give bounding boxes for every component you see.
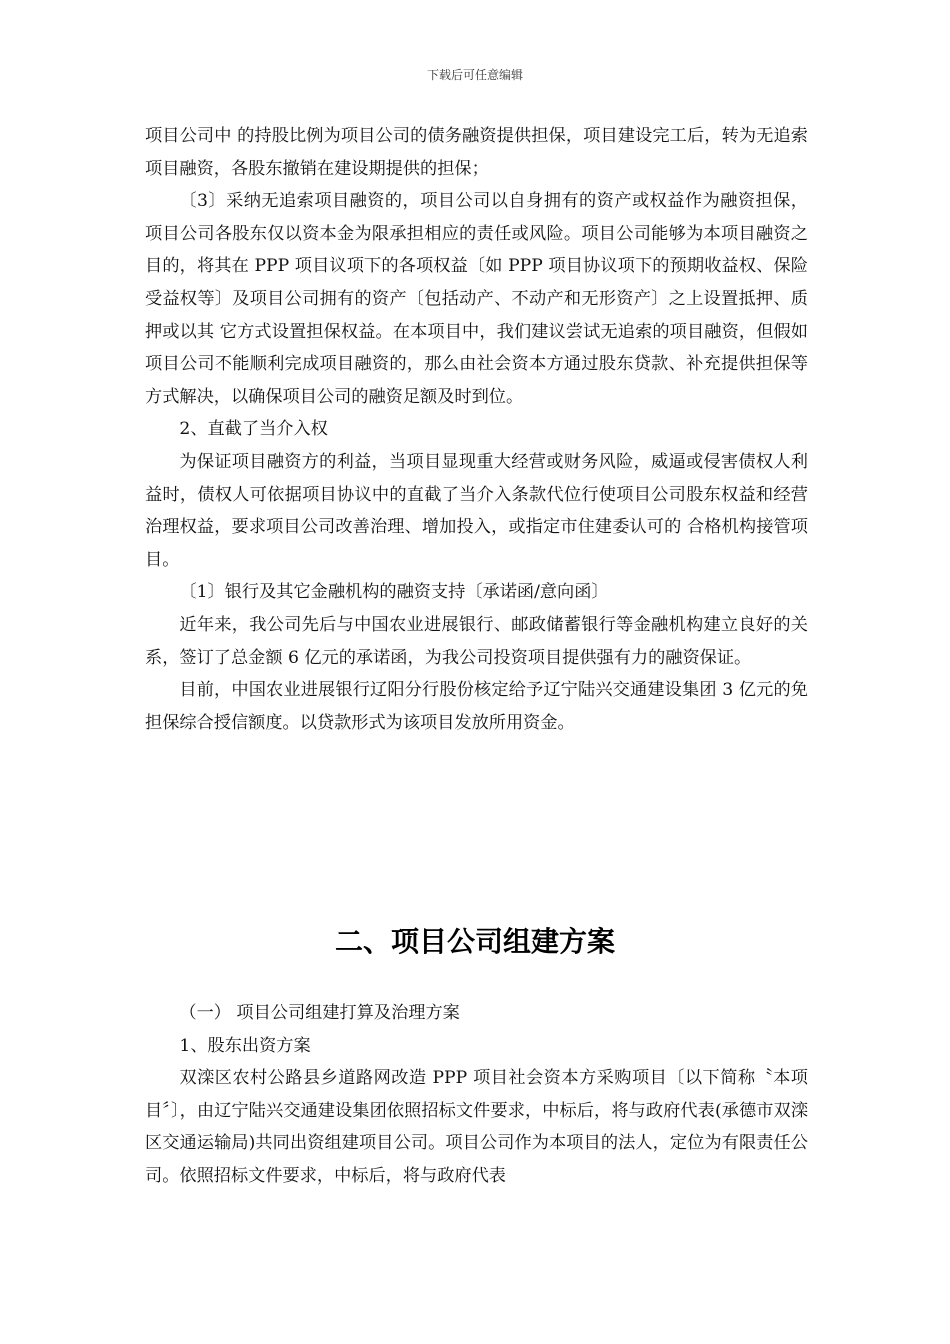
subheading: 1、股东出资方案 xyxy=(179,1035,311,1056)
subheading: （一） 项目公司组建打算及治理方案 xyxy=(179,1003,460,1023)
page-header-note: 下载后可任意编辑 xyxy=(426,68,523,82)
paragraph: 〔3〕采纳无追索项目融资的，项目公司以自身拥有的资产或权益作为融资担保，项目公司各股东仅以资本金为限承担相应的责任或风险。项目公司能够为本项目融资之目的，将其在 PPP 项目议项下的各项权益〔如 PPP 项目协议项下的预期收益权、保险受益权等〕及项目公司拥有的资产〔包括动产、不动产和无形资产〕之上设置抵押、质押或以其 它方式设置担保权益。在本项目中，我们建议尝试无追索的项目融资，但假如项目公司不能顺利完成项目融资的，那么由社会资本方通过股东贷款、补充提供担保等方式解决，以确保项目公司的融资足额及时到位。 xyxy=(145,191,808,407)
paragraph: 为保证项目融资方的利益，当项目显现重大经营或财务风险，威逼或侵害债权人利益时，债权人可依据项目协议中的直截了当介入条款代位行使项目公司股东权益和经营治理权益，要求项目公司改善治理、增加投入，或指定市住建委认可的 合格机构接管项目。 xyxy=(145,451,808,570)
document-body-section-2 xyxy=(145,997,808,1193)
subheading: 〔1〕银行及其它金融机构的融资支持〔承诺函/意向函〕 xyxy=(179,582,609,603)
section-heading: 二、项目公司组建方案 xyxy=(334,925,615,958)
document-body-section-1 xyxy=(145,120,808,739)
paragraph: 项目公司中 的持股比例为项目公司的债务融资提供担保，项目建设完工后，转为无追索项目融资，各股东撤销在建设期提供的担保； xyxy=(145,126,808,179)
subheading: 2、直截了当介入权 xyxy=(179,419,328,440)
paragraph: 近年来，我公司先后与中国农业进展银行、邮政储蓄银行等金融机构建立良好的关系，签订了总金额 6 亿元的承诺函，为我公司投资项目提供强有力的融资保证。 xyxy=(145,614,808,668)
paragraph: 双滦区农村公路县乡道路网改造 PPP 项目社会资本方采购项目〔以下简称〝本项目〞〕，由辽宁陆兴交通建设集团依照招标文件要求，中标后，将与政府代表(承德市双滦区交通运输局)共同出资组建项目公司。项目公司作为本项目的法人，定位为有限责任公司。依照招标文件要求，中标后，将与政府代表 xyxy=(145,1068,808,1186)
paragraph: 目前，中国农业进展银行辽阳分行股份核定给予辽宁陆兴交通建设集团 3 亿元的免担保综合授信额度。以贷款形式为该项目发放所用资金。 xyxy=(145,680,808,733)
